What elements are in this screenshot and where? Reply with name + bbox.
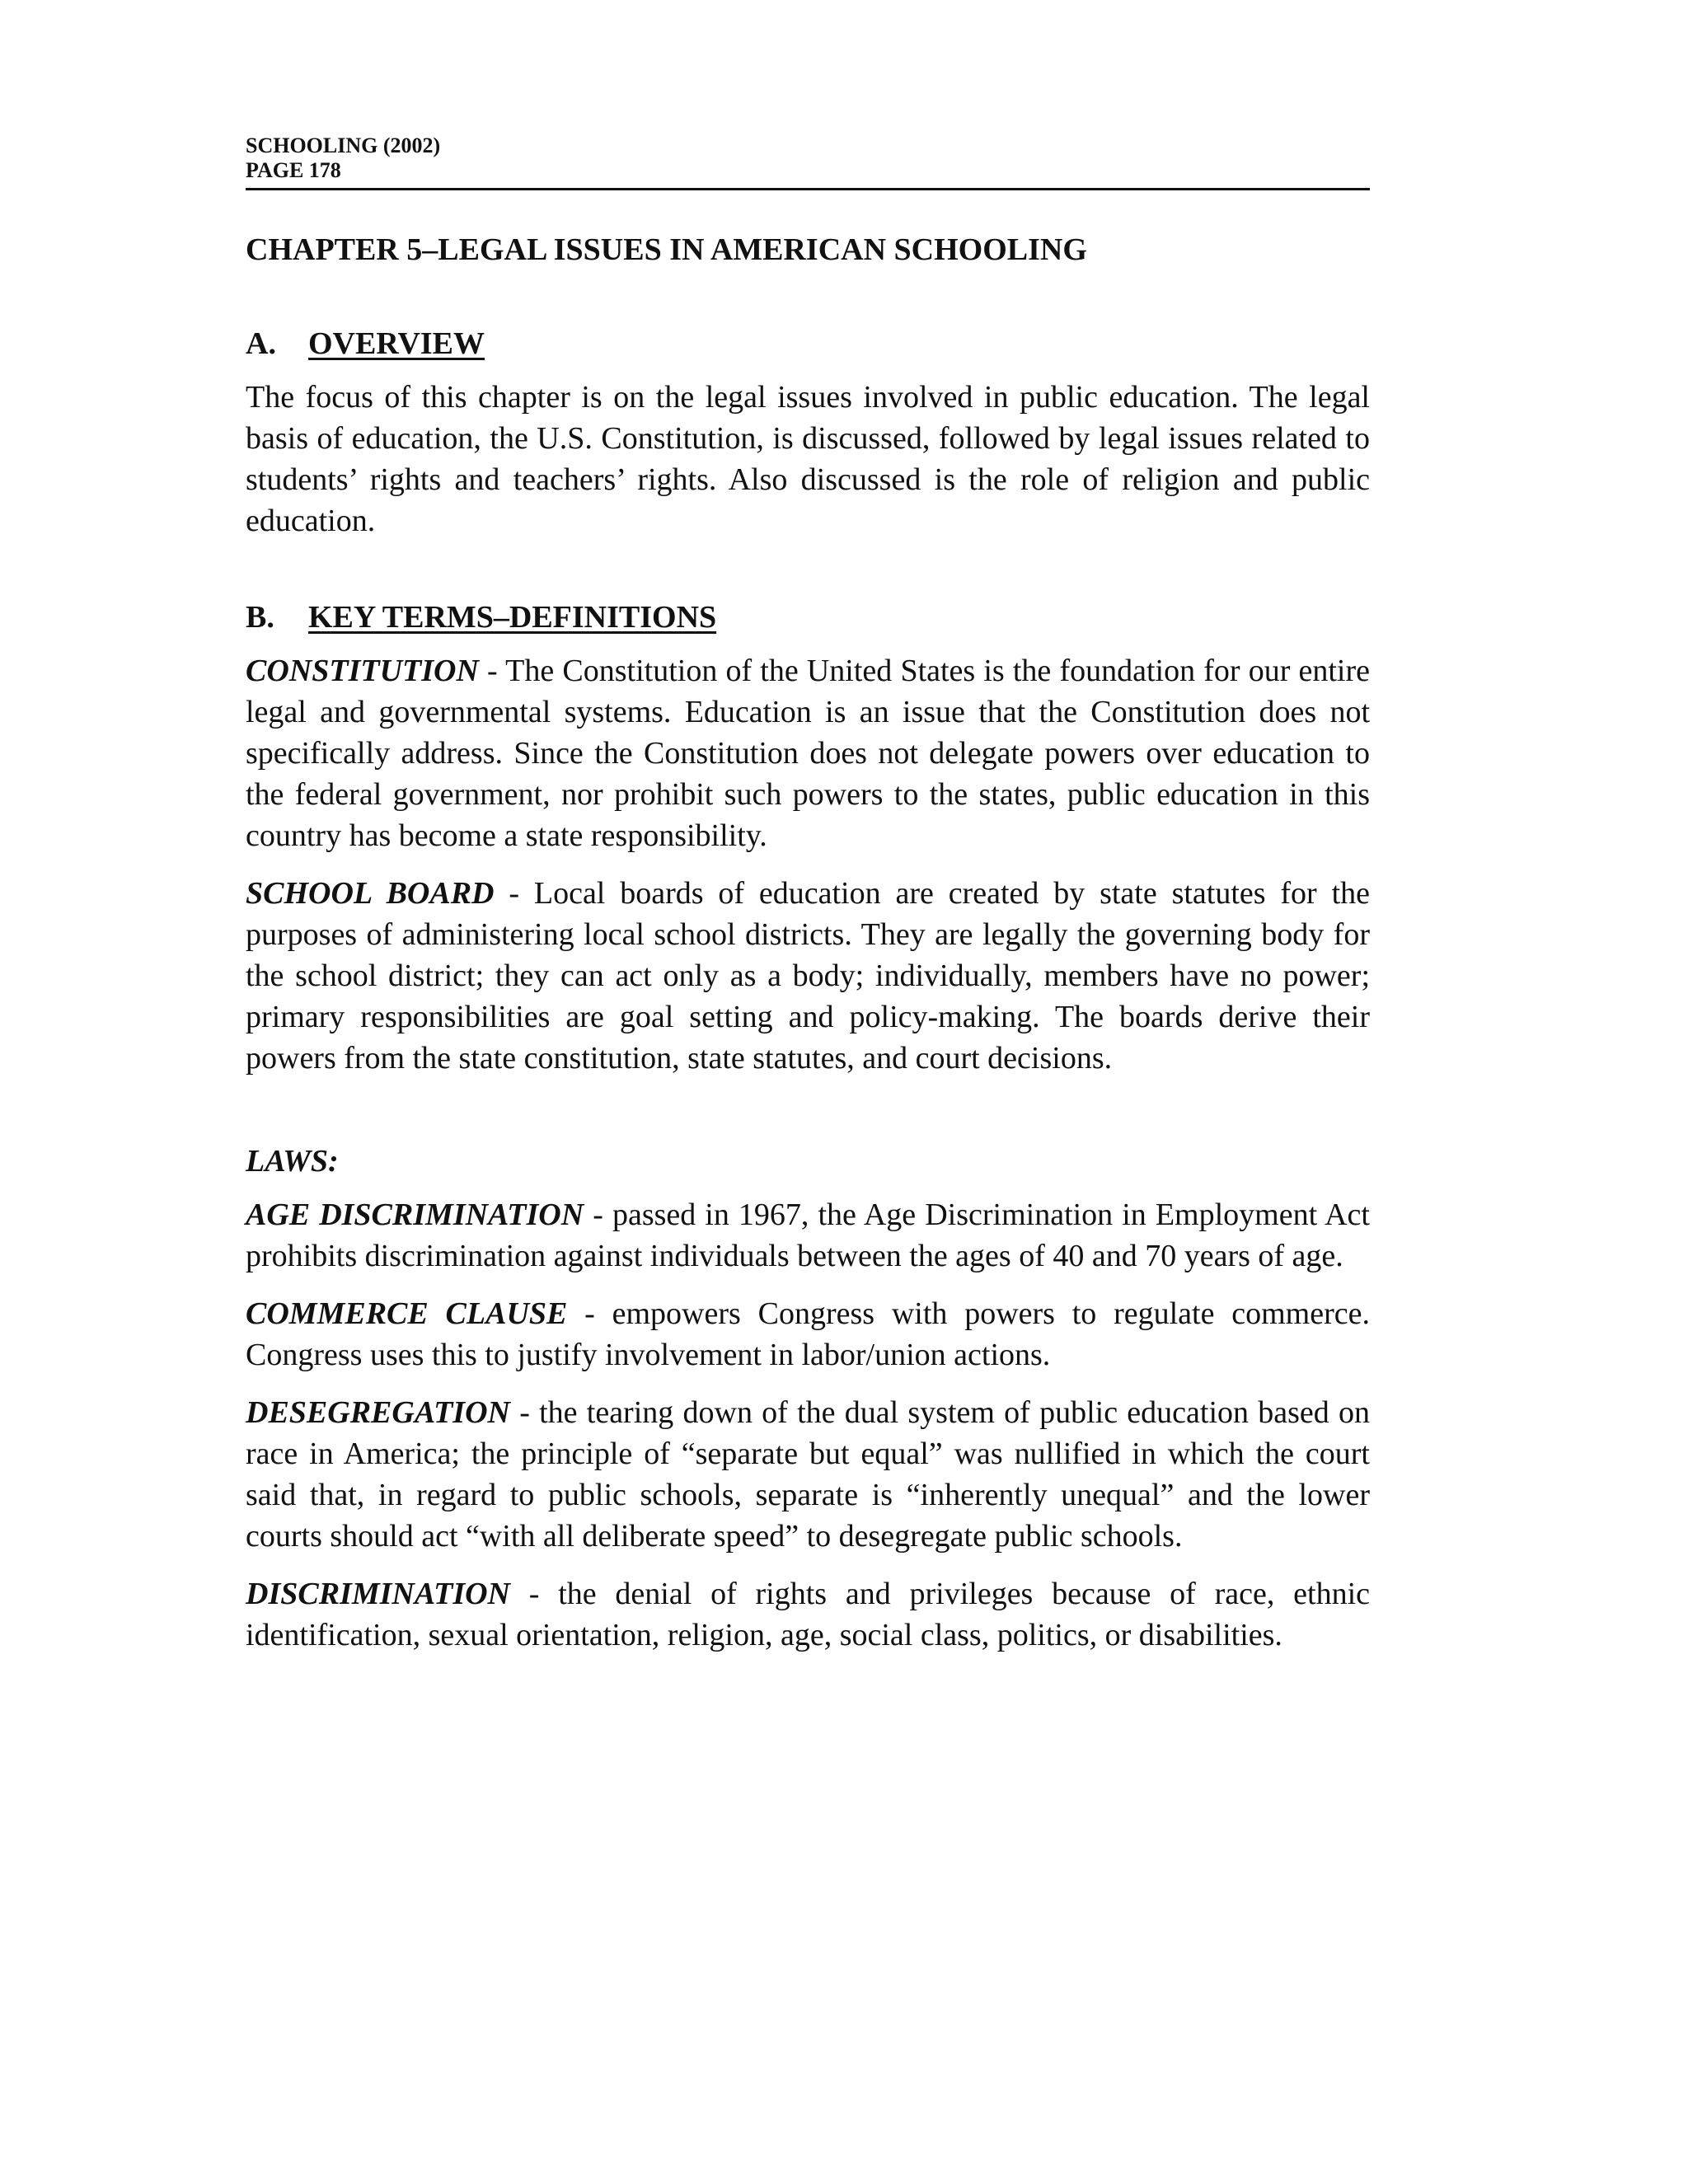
definition-discrimination	[246, 1573, 1370, 1656]
term-definition: - passed in 1967, the Age Discrimination in Employment Act prohibits discrimination against individuals between the ages of 40 and 70 years of age.	[246, 1197, 1370, 1273]
definition-school-board	[246, 873, 1370, 1079]
definition-commerce-clause	[246, 1293, 1370, 1376]
term-label: CONSTITUTION	[246, 654, 479, 688]
definition-desegregation	[246, 1392, 1370, 1557]
chapter-title: CHAPTER 5–LEGAL ISSUES IN AMERICAN SCHOOLING	[246, 232, 1087, 267]
term-definition: - the denial of rights and privileges because of race, ethnic identification, sexual orientation, religion, age, social class, politics, or disabilities.	[246, 1577, 1370, 1652]
document-page	[246, 134, 1370, 1656]
section-title: KEY TERMS–DEFINITIONS	[308, 600, 717, 635]
term-definition: - Local boards of education are created by state statutes for the purposes of administering local school districts. They are legally the governing body for the school district; they can act only as a body; individually, members have no power; primary responsibilities are goal setting and policy-making. The boards derive their powers from the state constitution, state statutes, and court decisions.	[246, 876, 1370, 1076]
section-heading-overview	[246, 326, 1370, 362]
term-definition: - empowers Congress with powers to regulate commerce. Congress uses this to justify involvement in labor/union actions.	[246, 1296, 1370, 1372]
definition-constitution	[246, 650, 1370, 856]
section-title: OVERVIEW	[308, 326, 485, 361]
section-heading-key-terms	[246, 599, 1370, 635]
definition-age-discrimination	[246, 1194, 1370, 1277]
section-letter: B.	[246, 600, 274, 635]
term-label: SCHOOL BOARD	[246, 876, 495, 911]
running-head-title: SCHOOLING (2002)	[246, 134, 441, 157]
term-label: COMMERCE CLAUSE	[246, 1296, 568, 1331]
term-definition: - the tearing down of the dual system of public education based on race in America; the principle of “separate but equal” was nullified in which the court said that, in regard to public schools, separate is “inherently unequal” and the lower courts should act “with all deliberate speed” to desegregate public schools.	[246, 1395, 1370, 1554]
running-head	[246, 134, 1370, 190]
laws-heading: LAWS:	[246, 1144, 339, 1179]
term-label: AGE DISCRIMINATION	[246, 1197, 584, 1232]
term-label: DESEGREGATION	[246, 1395, 510, 1430]
term-label: DISCRIMINATION	[246, 1577, 510, 1611]
term-definition: - The Constitution of the United States is the foundation for our entire legal and governmental systems. Education is an issue that the Constitution does not specifically address. Since the Constitution does not delegate powers over education to the federal government, nor prohibit such powers to the states, public education in this country has become a state responsibility.	[246, 654, 1370, 853]
overview-paragraph: The focus of this chapter is on the legal issues involved in public education. The legal basis of education, the U.S. Constitution, is discussed, followed by legal issues related to students’ rights and teachers’ rights. Also discussed is the role of religion and public education.	[246, 380, 1370, 538]
section-letter: A.	[246, 326, 276, 361]
running-head-page-number: PAGE 178	[246, 158, 341, 182]
